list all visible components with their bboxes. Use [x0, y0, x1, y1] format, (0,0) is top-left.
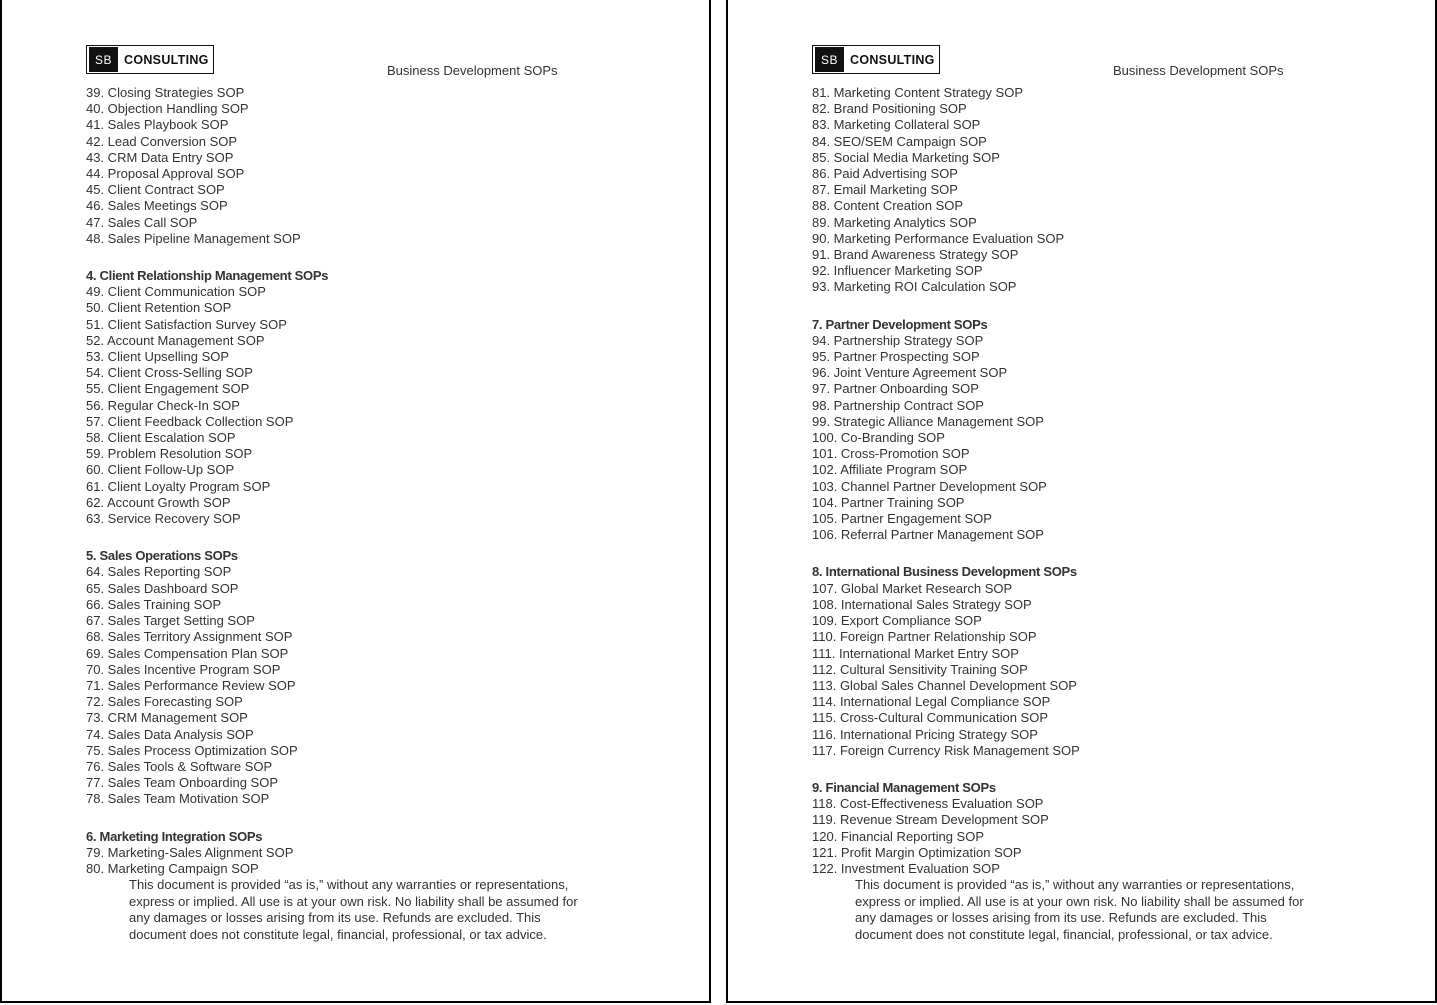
section-heading: 4. Client Relationship Management SOPs — [86, 268, 329, 284]
logo-text: CONSULTING — [850, 52, 935, 67]
disclaimer-text: This document is provided “as is,” without any warranties or representations, express or implied. All use is at your own risk. No liability shall be assumed for any damages or losses arising from its use. Refunds are excluded. This document does not constitute legal, financial, professional, or tax advice. — [855, 877, 1304, 942]
list-item: 54. Client Cross-Selling SOP — [86, 365, 253, 381]
disclaimer-text: This document is provided “as is,” without any warranties or representations, express or implied. All use is at your own risk. No liability shall be assumed for any damages or losses arising from its use. Refunds are excluded. This document does not constitute legal, financial, professional, or tax advice. — [129, 877, 578, 942]
list-item: 78. Sales Team Motivation SOP — [86, 791, 270, 807]
list-item: 64. Sales Reporting SOP — [86, 564, 232, 580]
list-item: 114. International Legal Compliance SOP — [812, 694, 1051, 710]
list-item: 76. Sales Tools & Software SOP — [86, 758, 273, 774]
list-item: 121. Profit Margin Optimization SOP — [812, 844, 1022, 860]
page-content — [812, 85, 1372, 943]
list-item: 67. Sales Target Setting SOP — [86, 613, 255, 629]
logo-sb-mark: SB — [815, 47, 844, 72]
section-heading: 5. Sales Operations SOPs — [86, 548, 238, 564]
document-title: Business Development SOPs — [387, 63, 558, 78]
list-item: 110. Foreign Partner Relationship SOP — [812, 629, 1037, 645]
page-1 — [0, 0, 711, 1003]
list-item: 98. Partnership Contract SOP — [812, 397, 984, 413]
intro-list — [86, 85, 646, 247]
list-item: 68. Sales Territory Assignment SOP — [86, 629, 293, 645]
list-item: 92. Influencer Marketing SOP — [812, 263, 983, 279]
list-item: 96. Joint Venture Agreement SOP — [812, 365, 1008, 381]
list-item: 45. Client Contract SOP — [86, 182, 225, 198]
list-item: 69. Sales Compensation Plan SOP — [86, 645, 289, 661]
list-item: 58. Client Escalation SOP — [86, 430, 236, 446]
list-item: 73. CRM Management SOP — [86, 710, 248, 726]
logo-text: CONSULTING — [124, 52, 209, 67]
list-item: 51. Client Satisfaction Survey SOP — [86, 316, 287, 332]
list-item: 59. Problem Resolution SOP — [86, 446, 253, 462]
list-item: 115. Cross-Cultural Communication SOP — [812, 710, 1049, 726]
list-item: 43. CRM Data Entry SOP — [86, 149, 234, 165]
section-heading: 6. Marketing Integration SOPs — [86, 828, 263, 844]
list-item: 106. Referral Partner Management SOP — [812, 527, 1044, 543]
list-item: 80. Marketing Campaign SOP — [86, 860, 259, 876]
list-item: 47. Sales Call SOP — [86, 214, 198, 230]
logo-sb-mark: SB — [89, 47, 118, 72]
list-item: 116. International Pricing Strategy SOP — [812, 726, 1038, 742]
list-item: 81. Marketing Content Strategy SOP — [812, 85, 1023, 100]
list-item: 112. Cultural Sensitivity Training SOP — [812, 661, 1028, 677]
list-item: 84. SEO/SEM Campaign SOP — [812, 133, 987, 149]
sop-section — [812, 317, 1372, 544]
list-item: 94. Partnership Strategy SOP — [812, 332, 984, 348]
list-item: 77. Sales Team Onboarding SOP — [86, 775, 278, 791]
list-item: 117. Foreign Currency Risk Management SOP — [812, 742, 1080, 758]
list-item: 118. Cost-Effectiveness Evaluation SOP — [812, 796, 1044, 812]
list-item: 120. Financial Reporting SOP — [812, 828, 984, 844]
list-item: 107. Global Market Research SOP — [812, 580, 1013, 596]
section-heading: 9. Financial Management SOPs — [812, 779, 996, 795]
list-item: 48. Sales Pipeline Management SOP — [86, 230, 301, 246]
list-item: 119. Revenue Stream Development SOP — [812, 812, 1049, 828]
list-item: 49. Client Communication SOP — [86, 284, 266, 300]
list-item: 85. Social Media Marketing SOP — [812, 149, 1000, 165]
list-item: 44. Proposal Approval SOP — [86, 166, 245, 182]
list-item: 53. Client Upselling SOP — [86, 349, 230, 365]
list-item: 83. Marketing Collateral SOP — [812, 117, 981, 133]
list-item: 61. Client Loyalty Program SOP — [86, 478, 271, 494]
list-item: 74. Sales Data Analysis SOP — [86, 726, 254, 742]
list-item: 99. Strategic Alliance Management SOP — [812, 413, 1044, 429]
list-item: 111. International Market Entry SOP — [812, 645, 1019, 661]
list-item: 97. Partner Onboarding SOP — [812, 381, 979, 397]
list-item: 71. Sales Performance Review SOP — [86, 677, 296, 693]
list-item: 40. Objection Handling SOP — [86, 101, 249, 117]
list-item: 70. Sales Incentive Program SOP — [86, 661, 281, 677]
list-item: 103. Channel Partner Development SOP — [812, 478, 1047, 494]
list-item: 93. Marketing ROI Calculation SOP — [812, 279, 1017, 295]
list-item: 113. Global Sales Channel Development SOP — [812, 677, 1077, 693]
list-item: 66. Sales Training SOP — [86, 596, 222, 612]
list-item: 46. Sales Meetings SOP — [86, 198, 228, 214]
list-item: 105. Partner Engagement SOP — [812, 511, 992, 527]
list-item: 72. Sales Forecasting SOP — [86, 694, 243, 710]
list-item: 86. Paid Advertising SOP — [812, 166, 958, 182]
list-item: 95. Partner Prospecting SOP — [812, 349, 980, 365]
list-item: 60. Client Follow-Up SOP — [86, 462, 235, 478]
sop-section — [812, 780, 1372, 877]
sb-consulting-logo — [86, 45, 214, 74]
list-item: 52. Account Management SOP — [86, 332, 265, 348]
list-item: 82. Brand Positioning SOP — [812, 101, 967, 117]
list-item: 90. Marketing Performance Evaluation SOP — [812, 230, 1065, 246]
list-item: 87. Email Marketing SOP — [812, 182, 958, 198]
list-item: 41. Sales Playbook SOP — [86, 117, 229, 133]
list-item: 101. Cross-Promotion SOP — [812, 446, 970, 462]
document-title: Business Development SOPs — [1113, 63, 1284, 78]
list-item: 39. Closing Strategies SOP — [86, 85, 245, 100]
list-item: 65. Sales Dashboard SOP — [86, 580, 239, 596]
list-item: 108. International Sales Strategy SOP — [812, 596, 1032, 612]
sop-section — [86, 268, 646, 527]
list-item: 56. Regular Check-In SOP — [86, 397, 240, 413]
list-item: 89. Marketing Analytics SOP — [812, 214, 977, 230]
list-item: 102. Affiliate Program SOP — [812, 462, 968, 478]
list-item: 91. Brand Awareness Strategy SOP — [812, 247, 1019, 263]
list-item: 122. Investment Evaluation SOP — [812, 860, 1000, 876]
page-2 — [726, 0, 1437, 1003]
list-item: 55. Client Engagement SOP — [86, 381, 250, 397]
list-item: 63. Service Recovery SOP — [86, 511, 241, 527]
sop-section — [812, 564, 1372, 758]
list-item: 57. Client Feedback Collection SOP — [86, 413, 294, 429]
sb-consulting-logo — [812, 45, 940, 74]
list-item: 109. Export Compliance SOP — [812, 613, 982, 629]
sop-section — [86, 548, 646, 807]
sop-section — [86, 829, 646, 878]
section-heading: 7. Partner Development SOPs — [812, 316, 988, 332]
page-content — [86, 85, 646, 943]
list-item: 42. Lead Conversion SOP — [86, 133, 238, 149]
list-item: 88. Content Creation SOP — [812, 198, 964, 214]
list-item: 79. Marketing-Sales Alignment SOP — [86, 844, 294, 860]
list-item: 50. Client Retention SOP — [86, 300, 232, 316]
list-item: 104. Partner Training SOP — [812, 494, 965, 510]
section-heading: 8. International Business Development SOPs — [812, 564, 1077, 580]
intro-list — [812, 85, 1372, 296]
list-item: 62. Account Growth SOP — [86, 494, 231, 510]
list-item: 100. Co-Branding SOP — [812, 430, 945, 446]
list-item: 75. Sales Process Optimization SOP — [86, 742, 298, 758]
